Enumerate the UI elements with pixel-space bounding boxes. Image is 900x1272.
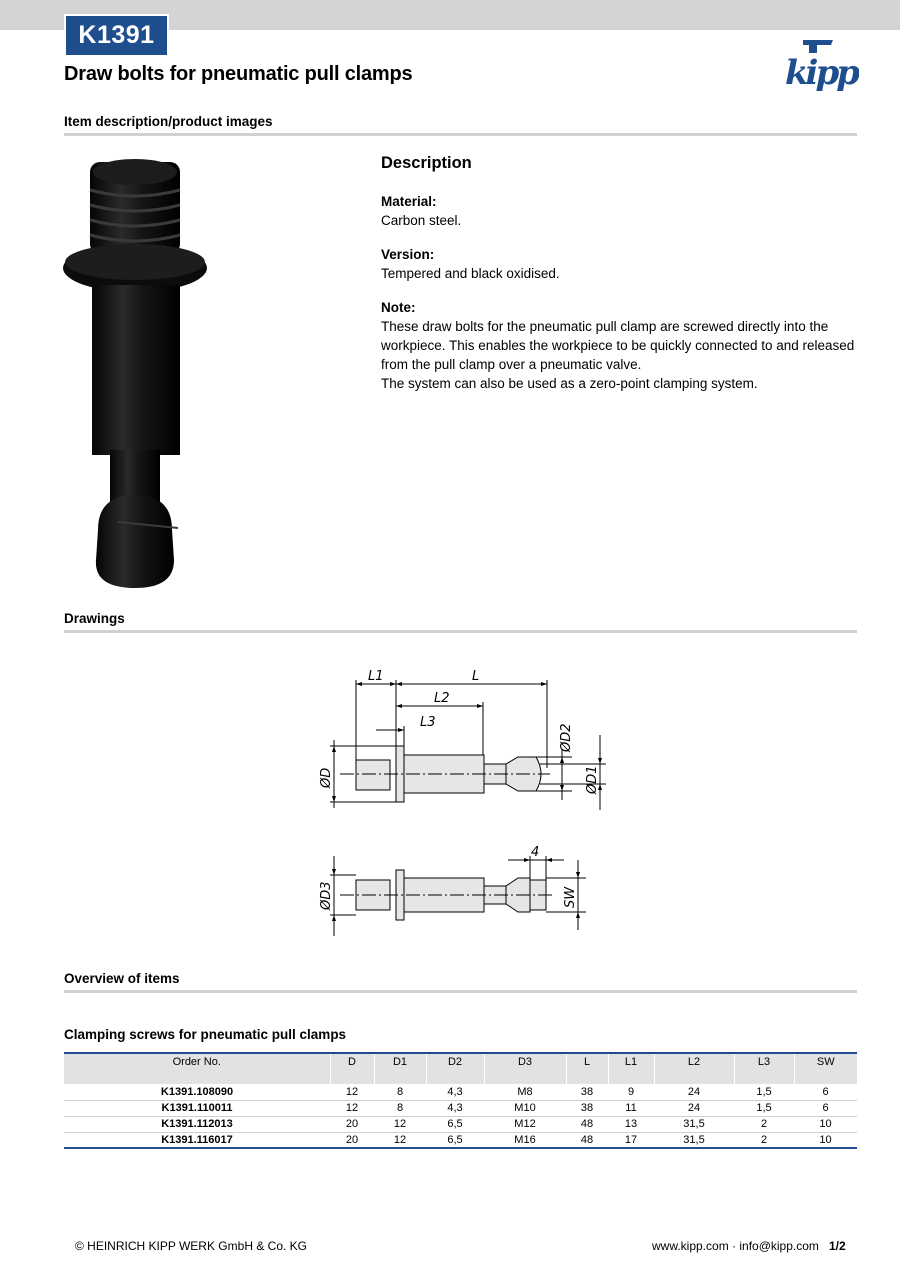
col-l2: L2 [654,1053,734,1084]
section-overview: Overview of items [64,971,857,993]
description-block [381,154,861,408]
cell: 2 [734,1116,794,1132]
footer-contact[interactable]: www.kipp.com · info@kipp.com [652,1239,819,1253]
product-image-draw-bolt [58,150,208,590]
cell: 6 [794,1084,857,1100]
items-table [64,1052,857,1149]
cell: 12 [374,1132,426,1148]
cell: 20 [330,1116,374,1132]
section-drawings: Drawings [64,611,857,633]
cell: 10 [794,1116,857,1132]
cell: 4,3 [426,1084,484,1100]
cell: M8 [484,1084,566,1100]
table-row [64,1084,857,1100]
cell: 6,5 [426,1132,484,1148]
cell: 11 [608,1100,654,1116]
table-header-row [64,1053,857,1084]
cell: M10 [484,1100,566,1116]
order-number: K1391.112013 [64,1116,330,1132]
order-number: K1391.108090 [64,1084,330,1100]
col-d: D [330,1053,374,1084]
note-text-2: The system can also be used as a zero-point clamping system. [381,376,758,391]
cell: 4,3 [426,1100,484,1116]
version-text: Tempered and black oxidised. [381,266,560,281]
cell: 12 [330,1100,374,1116]
note-label: Note: [381,300,416,315]
cell: 10 [794,1132,857,1148]
cell: 13 [608,1116,654,1132]
cell: 31,5 [654,1116,734,1132]
order-number: K1391.110011 [64,1100,330,1116]
table-row [64,1100,857,1116]
cell: 48 [566,1132,608,1148]
logo-text: kipp [784,53,858,93]
table-title: Clamping screws for pneumatic pull clamps [64,1027,347,1042]
cell: M16 [484,1132,566,1148]
cell: 9 [608,1084,654,1100]
cell: 6,5 [426,1116,484,1132]
dim-4: 4 [531,845,540,860]
dim-D: ØD [319,767,334,788]
col-d2: D2 [426,1053,484,1084]
dim-D1: ØD1 [585,765,600,794]
note-text: These draw bolts for the pneumatic pull clamp are screwed directly into the workpiece. This enables the workpiece to be quickly connected to and released from the pull clamp over a pneumatic valve. [381,319,855,372]
cell: 38 [566,1084,608,1100]
order-number: K1391.116017 [64,1132,330,1148]
dim-D2: ØD2 [559,723,574,752]
material-label: Material: [381,194,437,209]
cell: 20 [330,1132,374,1148]
cell: 17 [608,1132,654,1148]
dim-L1: L1 [368,669,384,684]
cell: 8 [374,1100,426,1116]
kipp-logo [783,38,859,94]
cell: M12 [484,1116,566,1132]
table-row [64,1116,857,1132]
cell: 48 [566,1116,608,1132]
material-text: Carbon steel. [381,213,462,228]
version-label: Version: [381,247,435,262]
col-l3: L3 [734,1053,794,1084]
dim-L: L [472,669,480,684]
cell: 6 [794,1100,857,1116]
item-code-badge: K1391 [64,14,169,57]
dim-SW: SW [563,886,578,908]
cell: 12 [374,1116,426,1132]
technical-drawing [300,660,620,940]
dim-L2: L2 [434,691,450,706]
cell: 1,5 [734,1100,794,1116]
cell: 12 [330,1084,374,1100]
section-item-description: Item description/product images [64,114,857,136]
col-sw: SW [794,1053,857,1084]
col-l1: L1 [608,1053,654,1084]
description-heading: Description [381,154,472,172]
page-title: Draw bolts for pneumatic pull clamps [64,63,413,85]
footer-page-number: 1/2 [829,1239,846,1253]
dim-D3: ØD3 [319,881,334,910]
cell: 1,5 [734,1084,794,1100]
col-order-no: Order No. [64,1053,330,1084]
cell: 38 [566,1100,608,1116]
col-l: L [566,1053,608,1084]
cell: 24 [654,1100,734,1116]
col-d1: D1 [374,1053,426,1084]
col-d3: D3 [484,1053,566,1084]
cell: 8 [374,1084,426,1100]
dim-L3: L3 [420,715,436,730]
cell: 24 [654,1084,734,1100]
cell: 2 [734,1132,794,1148]
cell: 31,5 [654,1132,734,1148]
table-row [64,1132,857,1148]
footer-copyright: © HEINRICH KIPP WERK GmbH & Co. KG [75,1239,307,1253]
